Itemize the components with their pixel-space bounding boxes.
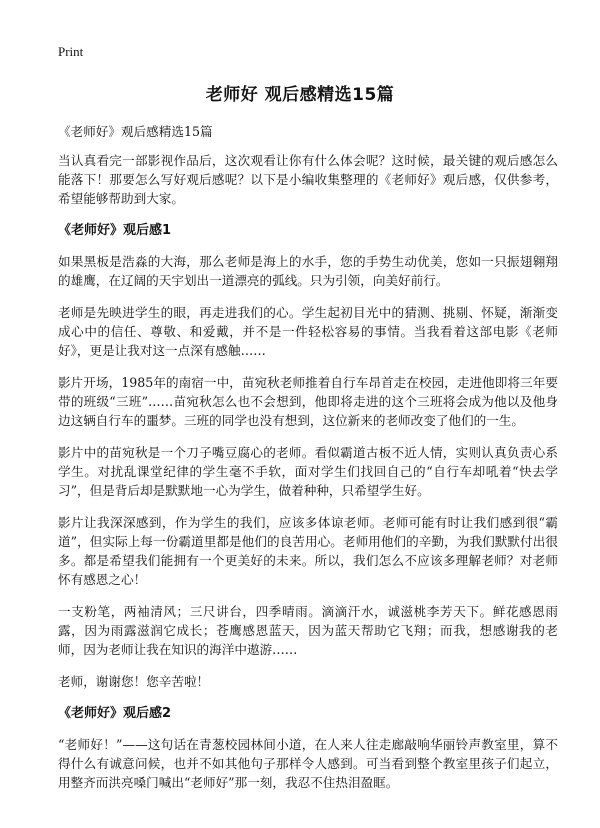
paragraph: 如果黑板是浩淼的大海，那么老师是海上的水手，您的手势生动优美，您如一只振翅翱翔的雄鹰，在辽阔的天宇划出一道漂亮的弧线。只为引领，向美好前行。 xyxy=(58,254,558,288)
paragraph: 老师是先映进学生的眼，再走进我们的心。学生起初目光中的猜测、挑剔、怀疑，渐渐变成心中的信任、尊敬、和爱戴，并不是一件轻松容易的事情。当我看着这部电影《老师好》，更是让我对这一点深有感触…… xyxy=(58,305,558,358)
paragraph: 影片让我深深感到，作为学生的我们，应该多体谅老师。老师可能有时让我们感到很“霸道”，但实际上每一份霸道里都是他们的良苦用心。老师用他们的辛勤，为我们默默付出很多。都是希望我们能拥有一个更美好的未来。所以，我们怎么不应该多理解老师？对老师怀有感恩之心！ xyxy=(58,515,558,587)
print-link[interactable]: Print xyxy=(58,44,84,59)
article-body xyxy=(58,122,558,805)
paragraph: “老师好！”——这句话在青葱校园林间小道，在人来人往走廊敲响华丽铃声教室里，算不得什么有诚意问候，也并不如其他句子那样令人感到。可当看到整个教室里孩子们起立，用整齐而洪亮嗓门喊出“老师好”那一刻，我忍不住热泪盈眶。 xyxy=(58,737,558,790)
paragraph: 影片中的苗宛秋是一个刀子嘴豆腐心的老师。看似霸道古板不近人情，实则认真负责心系学生。对扰乱课堂纪律的学生毫不手软，面对学生们找回自己的“自行车却吼着“快去学习”，但是背后却是默默地一心为学生，做着种种，只希望学生好。 xyxy=(58,445,558,498)
section-heading-2: 《老师好》观后感2 xyxy=(58,706,172,721)
page-title: 老师好 观后感精选15篇 xyxy=(205,85,395,105)
section-heading-1: 《老师好》观后感1 xyxy=(58,223,172,238)
intro-paragraph: 当认真看完一部影视作品后，这次观看让你有什么体会呢？这时候，最关键的观后感怎么能落下！那要怎么写好观后感呢？以下是小编收集整理的《老师好》观后感，仅供参考，希望能够帮助到大家。 xyxy=(58,153,558,206)
paragraph: 老师，谢谢您！您辛苦啦！ xyxy=(58,674,210,689)
paragraph: 一支粉笔，两袖清风；三尺讲台，四季晴雨。滴滴汗水，诚滋桃李芳天下。鲜花感恩雨露，因为雨露滋润它成长；苍鹰感恩蓝天，因为蓝天帮助它飞翔；而我，想感谢我的老师，因为老师让我在知识的海洋中遨游…… xyxy=(58,604,558,657)
paragraph: 影片开场，1985年的南宿一中，苗宛秋老师推着自行车昂首走在校园，走进他即将三年要带的班级“三班”……苗宛秋怎么也不会想到，他即将走进的这个三班将会成为他以及他身边这辆自行车的噩梦。三班的同学也没有想到，这位新来的老师改变了他们的一生。 xyxy=(58,375,558,428)
article-subtitle: 《老师好》观后感精选15篇 xyxy=(58,124,213,139)
